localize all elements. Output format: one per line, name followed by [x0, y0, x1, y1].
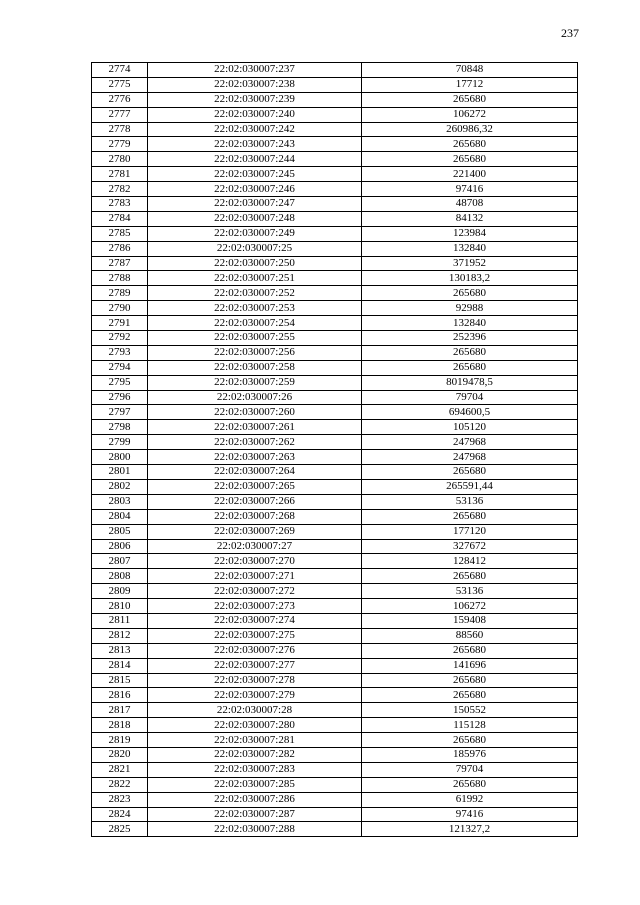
- row-number-cell: 2779: [92, 137, 148, 152]
- cadastral-number-cell: 22:02:030007:280: [148, 718, 362, 733]
- value-cell: 159408: [362, 613, 578, 628]
- cadastral-number-cell: 22:02:030007:259: [148, 375, 362, 390]
- value-cell: 371952: [362, 256, 578, 271]
- value-cell: 48708: [362, 197, 578, 212]
- row-number-cell: 2775: [92, 77, 148, 92]
- row-number-cell: 2785: [92, 226, 148, 241]
- cadastral-number-cell: 22:02:030007:285: [148, 777, 362, 792]
- table-row: [92, 107, 578, 122]
- table-row: [92, 688, 578, 703]
- cadastral-number-cell: 22:02:030007:260: [148, 405, 362, 420]
- cadastral-number-cell: 22:02:030007:27: [148, 539, 362, 554]
- row-number-cell: 2787: [92, 256, 148, 271]
- cadastral-number-cell: 22:02:030007:274: [148, 613, 362, 628]
- value-cell: 130183,2: [362, 271, 578, 286]
- cadastral-number-cell: 22:02:030007:26: [148, 390, 362, 405]
- row-number-cell: 2776: [92, 92, 148, 107]
- cadastral-number-cell: 22:02:030007:278: [148, 673, 362, 688]
- value-cell: 177120: [362, 524, 578, 539]
- cadastral-number-cell: 22:02:030007:288: [148, 822, 362, 837]
- cadastral-number-cell: 22:02:030007:283: [148, 762, 362, 777]
- table-row: [92, 375, 578, 390]
- value-cell: 265680: [362, 569, 578, 584]
- cadastral-number-cell: 22:02:030007:276: [148, 643, 362, 658]
- cadastral-number-cell: 22:02:030007:282: [148, 747, 362, 762]
- cadastral-number-cell: 22:02:030007:268: [148, 509, 362, 524]
- row-number-cell: 2812: [92, 628, 148, 643]
- cadastral-number-cell: 22:02:030007:275: [148, 628, 362, 643]
- table-row: [92, 777, 578, 792]
- row-number-cell: 2817: [92, 703, 148, 718]
- row-number-cell: 2801: [92, 465, 148, 480]
- table-row: [92, 152, 578, 167]
- table-row: [92, 524, 578, 539]
- row-number-cell: 2778: [92, 122, 148, 137]
- row-number-cell: 2795: [92, 375, 148, 390]
- cadastral-number-cell: 22:02:030007:247: [148, 197, 362, 212]
- table-row: [92, 256, 578, 271]
- table-row: [92, 92, 578, 107]
- row-number-cell: 2782: [92, 182, 148, 197]
- value-cell: 121327,2: [362, 822, 578, 837]
- table-row: [92, 137, 578, 152]
- table-row: [92, 197, 578, 212]
- table-row: [92, 643, 578, 658]
- row-number-cell: 2809: [92, 584, 148, 599]
- value-cell: 221400: [362, 167, 578, 182]
- row-number-cell: 2802: [92, 479, 148, 494]
- value-cell: 128412: [362, 554, 578, 569]
- cadastral-number-cell: 22:02:030007:246: [148, 182, 362, 197]
- cadastral-number-cell: 22:02:030007:245: [148, 167, 362, 182]
- row-number-cell: 2807: [92, 554, 148, 569]
- table-row: [92, 390, 578, 405]
- table-row: [92, 747, 578, 762]
- table-row: [92, 63, 578, 78]
- row-number-cell: 2796: [92, 390, 148, 405]
- row-number-cell: 2786: [92, 241, 148, 256]
- table-row: [92, 182, 578, 197]
- row-number-cell: 2821: [92, 762, 148, 777]
- row-number-cell: 2781: [92, 167, 148, 182]
- table-row: [92, 569, 578, 584]
- cadastral-number-cell: 22:02:030007:281: [148, 733, 362, 748]
- table-row: [92, 807, 578, 822]
- row-number-cell: 2793: [92, 345, 148, 360]
- row-number-cell: 2810: [92, 599, 148, 614]
- row-number-cell: 2784: [92, 211, 148, 226]
- cadastral-number-cell: 22:02:030007:256: [148, 345, 362, 360]
- table-row: [92, 465, 578, 480]
- row-number-cell: 2774: [92, 63, 148, 78]
- row-number-cell: 2823: [92, 792, 148, 807]
- cadastral-number-cell: 22:02:030007:238: [148, 77, 362, 92]
- value-cell: 265680: [362, 733, 578, 748]
- value-cell: 17712: [362, 77, 578, 92]
- value-cell: 185976: [362, 747, 578, 762]
- value-cell: 247968: [362, 435, 578, 450]
- row-number-cell: 2804: [92, 509, 148, 524]
- cadastral-number-cell: 22:02:030007:262: [148, 435, 362, 450]
- table-row: [92, 435, 578, 450]
- cadastral-number-cell: 22:02:030007:249: [148, 226, 362, 241]
- cadastral-number-cell: 22:02:030007:239: [148, 92, 362, 107]
- cadastral-number-cell: 22:02:030007:261: [148, 420, 362, 435]
- table-row: [92, 762, 578, 777]
- value-cell: 265680: [362, 509, 578, 524]
- row-number-cell: 2797: [92, 405, 148, 420]
- value-cell: 97416: [362, 182, 578, 197]
- cadastral-number-cell: 22:02:030007:250: [148, 256, 362, 271]
- cadastral-number-cell: 22:02:030007:237: [148, 63, 362, 78]
- row-number-cell: 2794: [92, 360, 148, 375]
- table-row: [92, 167, 578, 182]
- row-number-cell: 2783: [92, 197, 148, 212]
- table-row: [92, 554, 578, 569]
- cadastral-number-cell: 22:02:030007:265: [148, 479, 362, 494]
- value-cell: 105120: [362, 420, 578, 435]
- row-number-cell: 2813: [92, 643, 148, 658]
- table-row: [92, 479, 578, 494]
- row-number-cell: 2815: [92, 673, 148, 688]
- table-row: [92, 450, 578, 465]
- cadastral-number-cell: 22:02:030007:252: [148, 286, 362, 301]
- cadastral-number-cell: 22:02:030007:273: [148, 599, 362, 614]
- table-row: [92, 360, 578, 375]
- table-row: [92, 271, 578, 286]
- row-number-cell: 2789: [92, 286, 148, 301]
- table-row: [92, 628, 578, 643]
- cadastral-number-cell: 22:02:030007:287: [148, 807, 362, 822]
- value-cell: 265680: [362, 673, 578, 688]
- page-number: 237: [561, 26, 579, 40]
- table-row: [92, 792, 578, 807]
- table-row: [92, 211, 578, 226]
- cadastral-number-cell: 22:02:030007:286: [148, 792, 362, 807]
- row-number-cell: 2825: [92, 822, 148, 837]
- row-number-cell: 2792: [92, 331, 148, 346]
- cadastral-number-cell: 22:02:030007:240: [148, 107, 362, 122]
- value-cell: 70848: [362, 63, 578, 78]
- value-cell: 265680: [362, 777, 578, 792]
- table-row: [92, 494, 578, 509]
- row-number-cell: 2788: [92, 271, 148, 286]
- cadastral-number-cell: 22:02:030007:248: [148, 211, 362, 226]
- cadastral-number-cell: 22:02:030007:269: [148, 524, 362, 539]
- cadastral-number-cell: 22:02:030007:25: [148, 241, 362, 256]
- cadastral-number-cell: 22:02:030007:264: [148, 465, 362, 480]
- value-cell: 115128: [362, 718, 578, 733]
- value-cell: 265591,44: [362, 479, 578, 494]
- table-row: [92, 345, 578, 360]
- cadastral-number-cell: 22:02:030007:277: [148, 658, 362, 673]
- cadastral-number-cell: 22:02:030007:272: [148, 584, 362, 599]
- value-cell: 132840: [362, 316, 578, 331]
- table-row: [92, 584, 578, 599]
- row-number-cell: 2805: [92, 524, 148, 539]
- cadastral-number-cell: 22:02:030007:28: [148, 703, 362, 718]
- cadastral-number-cell: 22:02:030007:254: [148, 316, 362, 331]
- cadastral-number-cell: 22:02:030007:244: [148, 152, 362, 167]
- cadastral-number-cell: 22:02:030007:255: [148, 331, 362, 346]
- cadastral-number-cell: 22:02:030007:266: [148, 494, 362, 509]
- row-number-cell: 2799: [92, 435, 148, 450]
- value-cell: 97416: [362, 807, 578, 822]
- cadastral-number-cell: 22:02:030007:270: [148, 554, 362, 569]
- table-row: [92, 673, 578, 688]
- row-number-cell: 2816: [92, 688, 148, 703]
- value-cell: 265680: [362, 152, 578, 167]
- value-cell: 123984: [362, 226, 578, 241]
- table-row: [92, 77, 578, 92]
- value-cell: 53136: [362, 584, 578, 599]
- row-number-cell: 2818: [92, 718, 148, 733]
- table-row: [92, 822, 578, 837]
- table-body: [92, 63, 578, 837]
- value-cell: 260986,32: [362, 122, 578, 137]
- value-cell: 79704: [362, 390, 578, 405]
- cadastral-value-table: [91, 62, 578, 837]
- value-cell: 8019478,5: [362, 375, 578, 390]
- table-row: [92, 703, 578, 718]
- value-cell: 88560: [362, 628, 578, 643]
- row-number-cell: 2824: [92, 807, 148, 822]
- value-cell: 61992: [362, 792, 578, 807]
- value-cell: 265680: [362, 688, 578, 703]
- table-row: [92, 658, 578, 673]
- cadastral-number-cell: 22:02:030007:279: [148, 688, 362, 703]
- row-number-cell: 2822: [92, 777, 148, 792]
- value-cell: 53136: [362, 494, 578, 509]
- value-cell: 247968: [362, 450, 578, 465]
- value-cell: 265680: [362, 92, 578, 107]
- row-number-cell: 2811: [92, 613, 148, 628]
- table-row: [92, 316, 578, 331]
- table-row: [92, 718, 578, 733]
- cadastral-number-cell: 22:02:030007:243: [148, 137, 362, 152]
- row-number-cell: 2820: [92, 747, 148, 762]
- value-cell: 265680: [362, 286, 578, 301]
- value-cell: 106272: [362, 599, 578, 614]
- row-number-cell: 2798: [92, 420, 148, 435]
- table-row: [92, 420, 578, 435]
- table-row: [92, 241, 578, 256]
- row-number-cell: 2808: [92, 569, 148, 584]
- value-cell: 252396: [362, 331, 578, 346]
- value-cell: 84132: [362, 211, 578, 226]
- row-number-cell: 2777: [92, 107, 148, 122]
- table-row: [92, 226, 578, 241]
- row-number-cell: 2780: [92, 152, 148, 167]
- cadastral-number-cell: 22:02:030007:258: [148, 360, 362, 375]
- table-row: [92, 733, 578, 748]
- table-row: [92, 331, 578, 346]
- value-cell: 106272: [362, 107, 578, 122]
- row-number-cell: 2791: [92, 316, 148, 331]
- row-number-cell: 2814: [92, 658, 148, 673]
- table-row: [92, 286, 578, 301]
- value-cell: 79704: [362, 762, 578, 777]
- row-number-cell: 2803: [92, 494, 148, 509]
- value-cell: 132840: [362, 241, 578, 256]
- row-number-cell: 2819: [92, 733, 148, 748]
- table-row: [92, 613, 578, 628]
- cadastral-number-cell: 22:02:030007:251: [148, 271, 362, 286]
- row-number-cell: 2800: [92, 450, 148, 465]
- value-cell: 265680: [362, 465, 578, 480]
- cadastral-number-cell: 22:02:030007:263: [148, 450, 362, 465]
- value-cell: 141696: [362, 658, 578, 673]
- value-cell: 150552: [362, 703, 578, 718]
- cadastral-number-cell: 22:02:030007:271: [148, 569, 362, 584]
- row-number-cell: 2790: [92, 301, 148, 316]
- table-row: [92, 122, 578, 137]
- cadastral-number-cell: 22:02:030007:242: [148, 122, 362, 137]
- table-row: [92, 599, 578, 614]
- value-cell: 265680: [362, 345, 578, 360]
- table-row: [92, 301, 578, 316]
- value-cell: 265680: [362, 643, 578, 658]
- table-row: [92, 539, 578, 554]
- value-cell: 265680: [362, 137, 578, 152]
- table-row: [92, 509, 578, 524]
- row-number-cell: 2806: [92, 539, 148, 554]
- table-row: [92, 405, 578, 420]
- value-cell: 327672: [362, 539, 578, 554]
- value-cell: 694600,5: [362, 405, 578, 420]
- cadastral-number-cell: 22:02:030007:253: [148, 301, 362, 316]
- value-cell: 265680: [362, 360, 578, 375]
- value-cell: 92988: [362, 301, 578, 316]
